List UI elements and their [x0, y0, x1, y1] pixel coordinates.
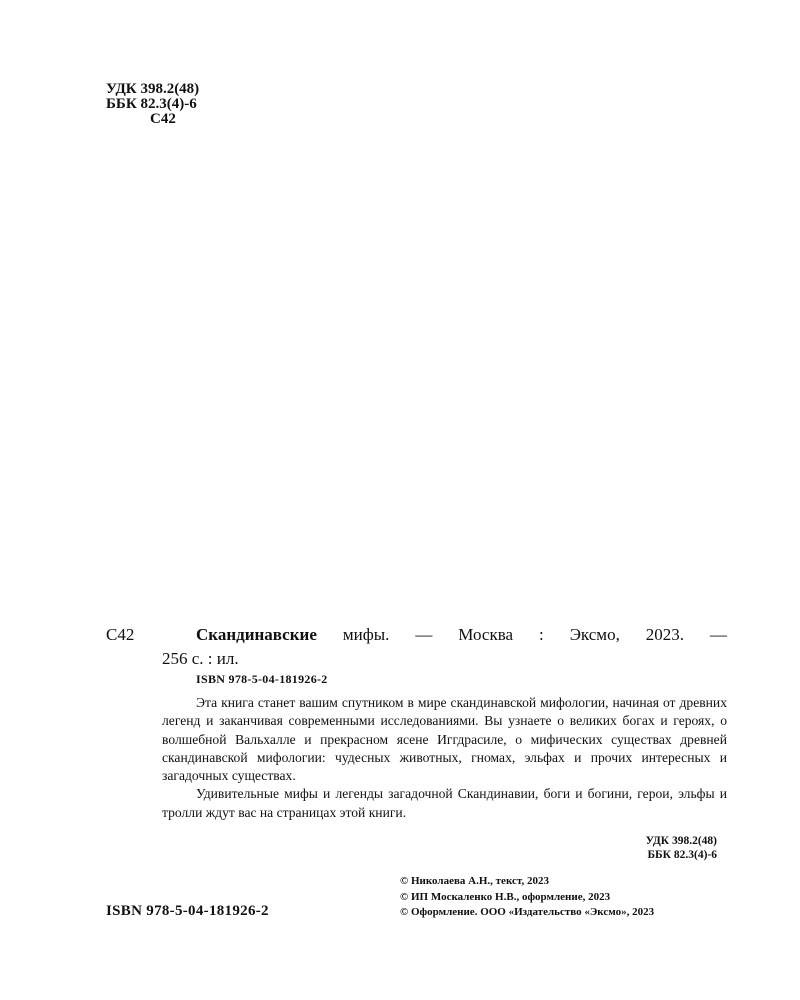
udk-code-bottom: УДК 398.2(48): [645, 835, 717, 847]
top-classification-codes: [106, 82, 199, 127]
annotation: [162, 694, 727, 822]
catalog-index: С42: [106, 625, 135, 644]
copyright-design: © ИП Москаленко Н.В., оформление, 2023: [400, 890, 611, 903]
pages-info: 256 с. : ил.: [162, 649, 239, 668]
copyright-text: © Николаева А.Н., текст, 2023: [400, 875, 549, 887]
bottom-classification-codes: [560, 834, 717, 862]
entry-first-line: [162, 623, 727, 647]
book-title: Скандинавские: [196, 625, 317, 644]
isbn-entry: ISBN 978-5-04-181926-2: [196, 672, 328, 686]
udk-code-top: УДК 398.2(48): [106, 81, 200, 97]
bbk-code-top: ББК 82.3(4)-6: [106, 96, 197, 112]
bbk-code-bottom: ББК 82.3(4)-6: [647, 849, 717, 861]
annotation-paragraph-2: Удивительные мифы и легенды загадочной Скандинавии, боги и богини, герои, эльфы и тролли ждут вас на страницах этой книги.: [162, 786, 727, 820]
isbn-main: ISBN 978-5-04-181926-2: [106, 903, 269, 919]
copyright-block: [400, 874, 740, 921]
publication-info: мифы. — Москва : Эксмо, 2023. —: [316, 625, 727, 644]
annotation-paragraph-1: Эта книга станет вашим спутником в мире скандинавской мифологии, начиная от древних легенд и заканчивая современными исследованиями. Вы узнаете о великих богах и героях, о волшебной Вальхалле и прекрасном ясене Иггдрасиле, о мифических существах древней скандинавской мифологии: чудесных животных, гномах, эльфах и прочих интересных и загадочных существах.: [162, 695, 727, 784]
author-mark-top: С42: [150, 111, 176, 127]
bibliographic-entry: [162, 623, 727, 671]
copyright-publisher: © Оформление. ООО «Издательство «Эксмо», 2023: [400, 906, 655, 918]
